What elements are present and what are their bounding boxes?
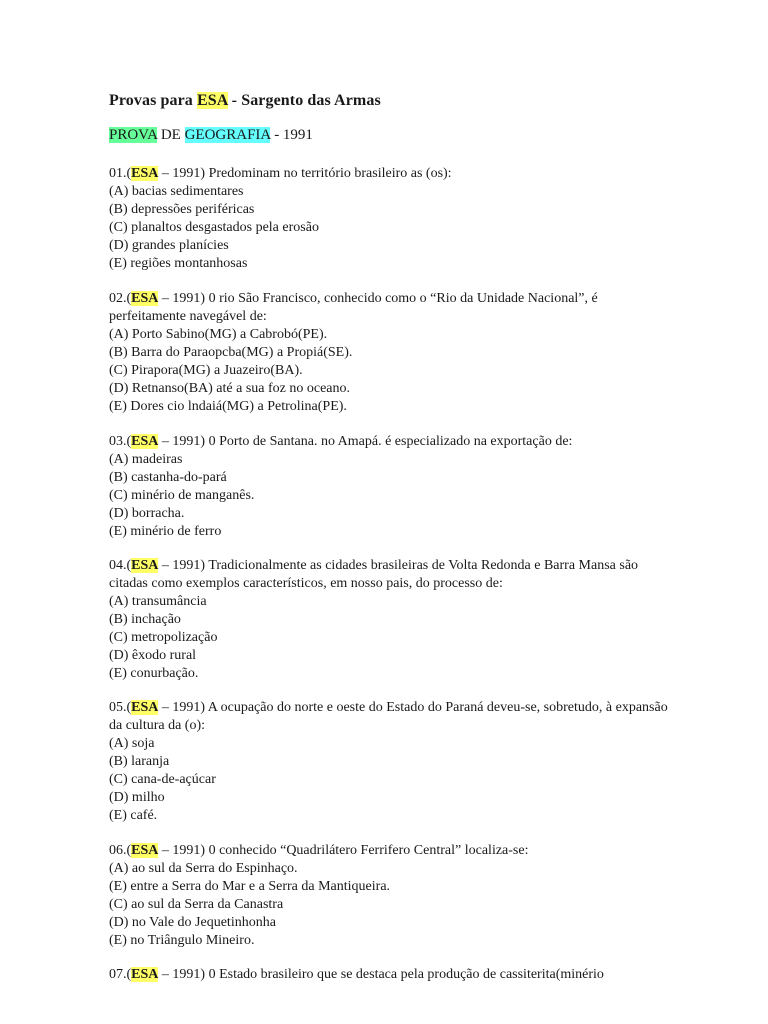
question-stem: 02.(ESA – 1991) 0 rio São Francisco, conhecido como o “Rio da Unidade Nacional”, é perfeitamente navegável de: [109, 291, 598, 324]
option-b: (B) depressões periféricas [109, 202, 255, 217]
question-03 [109, 433, 669, 541]
option-c: (C) metropolização [109, 630, 218, 645]
esa-tag: ESA [131, 967, 159, 982]
esa-tag: ESA [131, 700, 159, 715]
option-e: (E) café. [109, 808, 158, 823]
option-d: (D) milho [109, 790, 165, 805]
option-b: (B) Barra do Paraopcba(MG) a Propiá(SE). [109, 345, 353, 360]
question-stem: 05.(ESA – 1991) A ocupação do norte e oeste do Estado do Paraná deveu-se, sobretudo, à expansão da cultura da (o): [109, 700, 668, 733]
question-stem: 01.(ESA – 1991) Predominam no território brasileiro as (os): [109, 166, 452, 181]
option-a: (A) bacias sedimentares [109, 184, 244, 199]
question-02 [109, 290, 669, 416]
question-stem: 03.(ESA – 1991) 0 Porto de Santana. no Amapá. é especializado na exportação de: [109, 434, 573, 449]
option-a: (A) madeiras [109, 452, 183, 467]
option-c: (C) ao sul da Serra da Canastra [109, 897, 284, 912]
subtitle-year: - 1991 [270, 127, 313, 143]
question-stem: 06.(ESA – 1991) 0 conhecido “Quadrilátero Ferrifero Central” localiza-se: [109, 843, 529, 858]
option-d: (D) no Vale do Jequetinhonha [109, 915, 276, 930]
option-c: (C) Pirapora(MG) a Juazeiro(BA). [109, 363, 303, 378]
option-e: (E) no Triângulo Mineiro. [109, 933, 255, 948]
question-07 [109, 966, 669, 984]
option-a: (A) transumância [109, 594, 207, 609]
question-04 [109, 557, 669, 683]
option-b: (B) castanha-do-pará [109, 470, 227, 485]
question-06 [109, 842, 669, 950]
question-stem: 04.(ESA – 1991) Tradicionalmente as cidades brasileiras de Volta Redonda e Barra Mansa são citadas como exemplos característicos, em nosso pais, do processo de: [109, 558, 639, 591]
question-stem: 07.(ESA – 1991) 0 Estado brasileiro que se destaca pela produção de cassiterita(minério [109, 967, 604, 982]
title-highlight: ESA [197, 92, 228, 109]
option-d: (D) Retnanso(BA) até a sua foz no oceano. [109, 381, 351, 396]
question-05 [109, 699, 669, 825]
page-subtitle [109, 127, 313, 144]
option-d: (D) grandes planícies [109, 238, 229, 253]
option-e: (E) regiões montanhosas [109, 256, 248, 271]
question-01 [109, 165, 669, 273]
title-suffix: - Sargento das Armas [227, 92, 381, 109]
option-a: (A) Porto Sabino(MG) a Cabrobó(PE). [109, 327, 328, 342]
title-prefix: Provas para [109, 92, 198, 109]
option-c: (C) minério de manganês. [109, 488, 255, 503]
subtitle-prova: PROVA [109, 127, 158, 143]
esa-tag: ESA [131, 843, 159, 858]
option-c: (C) cana-de-açúcar [109, 772, 216, 787]
esa-tag: ESA [131, 291, 159, 306]
option-a: (A) ao sul da Serra do Espinhaço. [109, 861, 298, 876]
esa-tag: ESA [131, 558, 159, 573]
esa-tag: ESA [131, 166, 159, 181]
option-d: (D) êxodo rural [109, 648, 197, 663]
option-a: (A) soja [109, 736, 155, 751]
option-c: (C) planaltos desgastados pela erosão [109, 220, 319, 235]
option-e: (E) conurbação. [109, 666, 199, 681]
option-e: (E) minério de ferro [109, 524, 222, 539]
option-e: (E) Dores cio lndaiá(MG) a Petrolina(PE). [109, 399, 347, 414]
subtitle-geografia: GEOGRAFIA [184, 127, 271, 143]
page-title [109, 92, 381, 110]
option-b: (B) inchação [109, 612, 181, 627]
esa-tag: ESA [131, 434, 159, 449]
option-d: (D) borracha. [109, 506, 185, 521]
option-b: (E) entre a Serra do Mar e a Serra da Mantiqueira. [109, 879, 391, 894]
subtitle-de: DE [157, 127, 185, 143]
option-b: (B) laranja [109, 754, 170, 769]
